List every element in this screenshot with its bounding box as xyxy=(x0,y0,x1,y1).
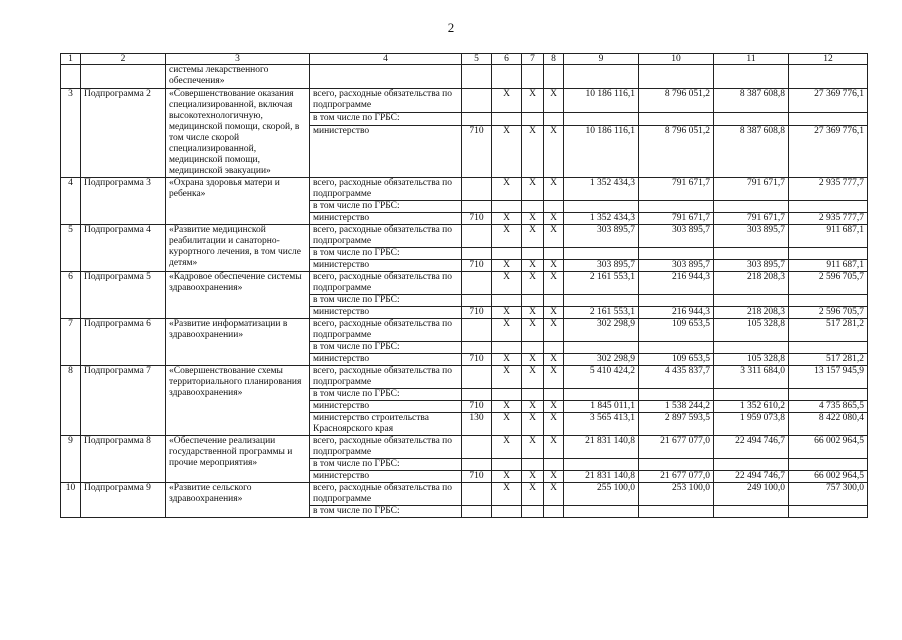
program-description: «Кадровое обеспечение системы здравоохранения» xyxy=(166,272,310,319)
x-mark: X xyxy=(492,260,522,272)
amount-col10: 8 796 051,2 xyxy=(639,126,714,178)
amount-col10 xyxy=(639,459,714,471)
x-mark: X xyxy=(522,272,544,295)
amount-col10 xyxy=(639,342,714,354)
x-mark: X xyxy=(522,354,544,366)
amount-col11 xyxy=(714,248,789,260)
row-number: 7 xyxy=(61,319,81,366)
header-cell: 8 xyxy=(544,54,564,65)
amount-col11: 791 671,7 xyxy=(714,213,789,225)
amount-col11 xyxy=(714,389,789,401)
amount-col11: 8 387 608,8 xyxy=(714,126,789,178)
page-number: 2 xyxy=(447,20,455,35)
funding-label: министерство xyxy=(310,354,462,366)
x-mark: X xyxy=(544,436,564,459)
program-description: «Развитие сельского здравоохранения» xyxy=(166,483,310,518)
funding-label: всего, расходные обязательства по подпрограмме xyxy=(310,483,462,506)
amount-col11: 303 895,7 xyxy=(714,260,789,272)
x-mark xyxy=(492,459,522,471)
program-row xyxy=(61,319,868,342)
x-mark: X xyxy=(544,307,564,319)
x-mark: X xyxy=(522,366,544,389)
row-number: 3 xyxy=(61,89,81,178)
amount-col12: 757 300,0 xyxy=(789,483,868,506)
header-cell: 1 xyxy=(61,54,81,65)
program-description: «Совершенствование оказания специализированной, включая высокотехнологичную, медицинской помощи, скорой, в том числе скорой специализированной, медицинской помощи, медицинской эвакуации» xyxy=(166,89,310,178)
amount-col9: 21 831 140,8 xyxy=(564,471,639,483)
amount-col9 xyxy=(564,248,639,260)
amount-col10 xyxy=(639,201,714,213)
funding-label: всего, расходные обязательства по подпрограмме xyxy=(310,272,462,295)
x-mark: X xyxy=(544,471,564,483)
funding-label: в том числе по ГРБС: xyxy=(310,113,462,126)
program-description: «Развитие информатизации в здравоохранении» xyxy=(166,319,310,366)
amount-col9: 303 895,7 xyxy=(564,260,639,272)
amount-col10 xyxy=(639,113,714,126)
amount-col10: 21 677 077,0 xyxy=(639,436,714,459)
x-mark xyxy=(522,248,544,260)
amount-col11: 791 671,7 xyxy=(714,178,789,201)
program-name: Подпрограмма 3 xyxy=(81,178,166,225)
grbs-code xyxy=(462,89,492,113)
funding-label: министерство xyxy=(310,401,462,413)
amount-col9: 5 410 424,2 xyxy=(564,366,639,389)
amount-col12: 13 157 945,9 xyxy=(789,366,868,389)
grbs-code: 710 xyxy=(462,213,492,225)
x-mark xyxy=(522,506,544,518)
amount-col10: 791 671,7 xyxy=(639,178,714,201)
funding-label: министерство xyxy=(310,126,462,178)
amount-col11: 3 311 684,0 xyxy=(714,366,789,389)
program-row xyxy=(61,272,868,295)
amount-col9: 2 161 553,1 xyxy=(564,307,639,319)
header-cell: 7 xyxy=(522,54,544,65)
x-mark: X xyxy=(492,178,522,201)
amount-col9 xyxy=(564,295,639,307)
amount-col10: 2 897 593,5 xyxy=(639,413,714,436)
grbs-code xyxy=(462,178,492,201)
grbs-code xyxy=(462,366,492,389)
row-number: 8 xyxy=(61,366,81,436)
x-mark: X xyxy=(522,413,544,436)
x-mark: X xyxy=(492,436,522,459)
program-row xyxy=(61,225,868,248)
amount-col9: 21 831 140,8 xyxy=(564,436,639,459)
grbs-code: 130 xyxy=(462,413,492,436)
header-row xyxy=(61,54,868,65)
x-mark: X xyxy=(492,126,522,178)
header-cell: 10 xyxy=(639,54,714,65)
header-cell: 2 xyxy=(81,54,166,65)
table-body xyxy=(61,54,868,518)
amount-col11: 22 494 746,7 xyxy=(714,436,789,459)
x-mark xyxy=(544,506,564,518)
grbs-code xyxy=(462,506,492,518)
funding-label: всего, расходные обязательства по подпрограмме xyxy=(310,89,462,113)
header-cell: 6 xyxy=(492,54,522,65)
grbs-code xyxy=(462,295,492,307)
continuation-text: системы лекарственного обеспечения» xyxy=(166,65,310,89)
program-row xyxy=(61,436,868,459)
x-mark xyxy=(492,113,522,126)
grbs-code: 710 xyxy=(462,471,492,483)
amount-col11: 8 387 608,8 xyxy=(714,89,789,113)
row-number: 10 xyxy=(61,483,81,518)
amount-col10 xyxy=(639,389,714,401)
header-cell: 3 xyxy=(166,54,310,65)
x-mark: X xyxy=(544,213,564,225)
amount-col12 xyxy=(789,342,868,354)
amount-col12 xyxy=(789,295,868,307)
amount-col10 xyxy=(639,506,714,518)
funding-label: в том числе по ГРБС: xyxy=(310,201,462,213)
amount-col10: 109 653,5 xyxy=(639,319,714,342)
amount-col12: 2 935 777,7 xyxy=(789,178,868,201)
x-mark xyxy=(492,342,522,354)
x-mark xyxy=(544,248,564,260)
funding-label: всего, расходные обязательства по подпрограмме xyxy=(310,178,462,201)
funding-label: министерство строительства Красноярского края xyxy=(310,413,462,436)
amount-col9 xyxy=(564,459,639,471)
grbs-code xyxy=(462,319,492,342)
program-name: Подпрограмма 2 xyxy=(81,89,166,178)
x-mark: X xyxy=(522,178,544,201)
amount-col11: 105 328,8 xyxy=(714,319,789,342)
funding-label: всего, расходные обязательства по подпрограмме xyxy=(310,319,462,342)
grbs-code xyxy=(462,483,492,506)
grbs-code xyxy=(462,201,492,213)
x-mark: X xyxy=(522,126,544,178)
x-mark: X xyxy=(492,413,522,436)
amount-col11 xyxy=(714,295,789,307)
funding-label: в том числе по ГРБС: xyxy=(310,295,462,307)
x-mark: X xyxy=(492,225,522,248)
program-name: Подпрограмма 6 xyxy=(81,319,166,366)
grbs-code xyxy=(462,225,492,248)
x-mark: X xyxy=(492,401,522,413)
amount-col12 xyxy=(789,113,868,126)
x-mark: X xyxy=(544,366,564,389)
amount-col11: 105 328,8 xyxy=(714,354,789,366)
x-mark xyxy=(544,295,564,307)
x-mark: X xyxy=(492,471,522,483)
grbs-code xyxy=(462,248,492,260)
funding-label: министерство xyxy=(310,260,462,272)
amount-col9 xyxy=(564,113,639,126)
x-mark: X xyxy=(544,413,564,436)
x-mark: X xyxy=(492,272,522,295)
amount-col9: 255 100,0 xyxy=(564,483,639,506)
grbs-code xyxy=(462,113,492,126)
amount-col12 xyxy=(789,459,868,471)
amount-col9 xyxy=(564,201,639,213)
amount-col11: 218 208,3 xyxy=(714,307,789,319)
x-mark: X xyxy=(544,225,564,248)
amount-col12: 2 596 705,7 xyxy=(789,272,868,295)
x-mark xyxy=(544,342,564,354)
program-row xyxy=(61,483,868,506)
x-mark: X xyxy=(544,89,564,113)
program-name: Подпрограмма 8 xyxy=(81,436,166,483)
amount-col9: 1 352 434,3 xyxy=(564,178,639,201)
amount-col10: 303 895,7 xyxy=(639,260,714,272)
program-description: «Охрана здоровья матери и ребенка» xyxy=(166,178,310,225)
amount-col9: 302 298,9 xyxy=(564,354,639,366)
x-mark xyxy=(544,459,564,471)
amount-col12: 8 422 080,4 xyxy=(789,413,868,436)
x-mark: X xyxy=(544,178,564,201)
funding-label: всего, расходные обязательства по подпрограмме xyxy=(310,225,462,248)
header-cell: 5 xyxy=(462,54,492,65)
x-mark xyxy=(522,459,544,471)
x-mark: X xyxy=(544,260,564,272)
x-mark: X xyxy=(522,225,544,248)
grbs-code: 710 xyxy=(462,307,492,319)
amount-col10: 253 100,0 xyxy=(639,483,714,506)
grbs-code xyxy=(462,389,492,401)
x-mark xyxy=(522,389,544,401)
funding-label: в том числе по ГРБС: xyxy=(310,342,462,354)
funding-label: в том числе по ГРБС: xyxy=(310,389,462,401)
x-mark: X xyxy=(544,483,564,506)
amount-col12: 27 369 776,1 xyxy=(789,89,868,113)
x-mark: X xyxy=(522,260,544,272)
x-mark: X xyxy=(522,401,544,413)
amount-col9: 3 565 413,1 xyxy=(564,413,639,436)
amount-col9: 10 186 116,1 xyxy=(564,89,639,113)
program-name: Подпрограмма 5 xyxy=(81,272,166,319)
grbs-code: 710 xyxy=(462,126,492,178)
x-mark: X xyxy=(522,89,544,113)
x-mark: X xyxy=(522,436,544,459)
x-mark: X xyxy=(492,354,522,366)
grbs-code xyxy=(462,459,492,471)
amount-col12 xyxy=(789,201,868,213)
amount-col12 xyxy=(789,506,868,518)
row-number: 6 xyxy=(61,272,81,319)
amount-col10: 4 435 837,7 xyxy=(639,366,714,389)
grbs-code: 710 xyxy=(462,401,492,413)
amount-col11: 1 352 610,2 xyxy=(714,401,789,413)
x-mark: X xyxy=(522,213,544,225)
x-mark: X xyxy=(492,483,522,506)
row-number: 9 xyxy=(61,436,81,483)
program-description: «Развитие медицинской реабилитации и санаторно-курортного лечения, в том числе детям» xyxy=(166,225,310,272)
amount-col10: 1 538 244,2 xyxy=(639,401,714,413)
amount-col12: 911 687,1 xyxy=(789,225,868,248)
x-mark xyxy=(492,506,522,518)
x-mark: X xyxy=(544,272,564,295)
amount-col11 xyxy=(714,506,789,518)
amount-col12: 66 002 964,5 xyxy=(789,436,868,459)
amount-col9: 1 845 011,1 xyxy=(564,401,639,413)
x-mark xyxy=(492,201,522,213)
x-mark: X xyxy=(522,471,544,483)
amount-col10: 216 944,3 xyxy=(639,307,714,319)
amount-col11 xyxy=(714,201,789,213)
amount-col9 xyxy=(564,389,639,401)
x-mark xyxy=(544,389,564,401)
grbs-code: 710 xyxy=(462,260,492,272)
program-row xyxy=(61,89,868,113)
amount-col11 xyxy=(714,113,789,126)
amount-col9: 302 298,9 xyxy=(564,319,639,342)
x-mark: X xyxy=(544,126,564,178)
grbs-code xyxy=(462,342,492,354)
x-mark xyxy=(544,201,564,213)
x-mark xyxy=(522,201,544,213)
program-row xyxy=(61,178,868,201)
row-number: 5 xyxy=(61,225,81,272)
grbs-code xyxy=(462,272,492,295)
amount-col11: 22 494 746,7 xyxy=(714,471,789,483)
x-mark xyxy=(492,295,522,307)
funding-label: министерство xyxy=(310,213,462,225)
amount-col9 xyxy=(564,506,639,518)
amount-col11: 249 100,0 xyxy=(714,483,789,506)
x-mark: X xyxy=(492,366,522,389)
amount-col10: 303 895,7 xyxy=(639,225,714,248)
amount-col12: 2 935 777,7 xyxy=(789,213,868,225)
x-mark: X xyxy=(544,401,564,413)
program-name: Подпрограмма 9 xyxy=(81,483,166,518)
amount-col10: 216 944,3 xyxy=(639,272,714,295)
x-mark: X xyxy=(544,354,564,366)
amount-col12: 517 281,2 xyxy=(789,319,868,342)
amount-col11 xyxy=(714,342,789,354)
amount-col9: 10 186 116,1 xyxy=(564,126,639,178)
x-mark: X xyxy=(544,319,564,342)
amount-col11: 303 895,7 xyxy=(714,225,789,248)
amount-col10: 21 677 077,0 xyxy=(639,471,714,483)
amount-col10 xyxy=(639,295,714,307)
amount-col10: 109 653,5 xyxy=(639,354,714,366)
amount-col12: 27 369 776,1 xyxy=(789,126,868,178)
funding-label: всего, расходные обязательства по подпрограмме xyxy=(310,366,462,389)
amount-col9: 303 895,7 xyxy=(564,225,639,248)
header-cell: 12 xyxy=(789,54,868,65)
x-mark xyxy=(522,342,544,354)
x-mark xyxy=(492,248,522,260)
amount-col10: 791 671,7 xyxy=(639,213,714,225)
x-mark: X xyxy=(522,307,544,319)
amount-col12 xyxy=(789,248,868,260)
funding-label: министерство xyxy=(310,471,462,483)
x-mark xyxy=(544,113,564,126)
x-mark: X xyxy=(492,89,522,113)
amount-col12: 911 687,1 xyxy=(789,260,868,272)
header-cell: 4 xyxy=(310,54,462,65)
funding-label: в том числе по ГРБС: xyxy=(310,459,462,471)
amount-col12: 4 735 865,5 xyxy=(789,401,868,413)
amount-col10: 8 796 051,2 xyxy=(639,89,714,113)
continuation-row xyxy=(61,65,868,89)
amount-col9 xyxy=(564,342,639,354)
amount-col9: 2 161 553,1 xyxy=(564,272,639,295)
x-mark xyxy=(492,389,522,401)
x-mark: X xyxy=(522,483,544,506)
grbs-code xyxy=(462,436,492,459)
amount-col9: 1 352 434,3 xyxy=(564,213,639,225)
x-mark: X xyxy=(492,307,522,319)
program-row xyxy=(61,366,868,389)
grbs-code: 710 xyxy=(462,354,492,366)
program-name: Подпрограмма 7 xyxy=(81,366,166,436)
program-name: Подпрограмма 4 xyxy=(81,225,166,272)
budget-table xyxy=(60,53,868,518)
amount-col12 xyxy=(789,389,868,401)
x-mark xyxy=(522,295,544,307)
funding-label: в том числе по ГРБС: xyxy=(310,506,462,518)
x-mark: X xyxy=(492,319,522,342)
header-cell: 9 xyxy=(564,54,639,65)
program-description: «Обеспечение реализации государственной программы и прочие мероприятия» xyxy=(166,436,310,483)
amount-col12: 66 002 964,5 xyxy=(789,471,868,483)
header-cell: 11 xyxy=(714,54,789,65)
amount-col11: 1 959 073,8 xyxy=(714,413,789,436)
amount-col12: 2 596 705,7 xyxy=(789,307,868,319)
x-mark: X xyxy=(522,319,544,342)
row-number: 4 xyxy=(61,178,81,225)
x-mark xyxy=(522,113,544,126)
amount-col10 xyxy=(639,248,714,260)
amount-col11 xyxy=(714,459,789,471)
funding-label: в том числе по ГРБС: xyxy=(310,248,462,260)
program-description: «Совершенствование схемы территориального планирования здравоохранения» xyxy=(166,366,310,436)
x-mark: X xyxy=(492,213,522,225)
funding-label: министерство xyxy=(310,307,462,319)
funding-label: всего, расходные обязательства по подпрограмме xyxy=(310,436,462,459)
amount-col11: 218 208,3 xyxy=(714,272,789,295)
amount-col12: 517 281,2 xyxy=(789,354,868,366)
